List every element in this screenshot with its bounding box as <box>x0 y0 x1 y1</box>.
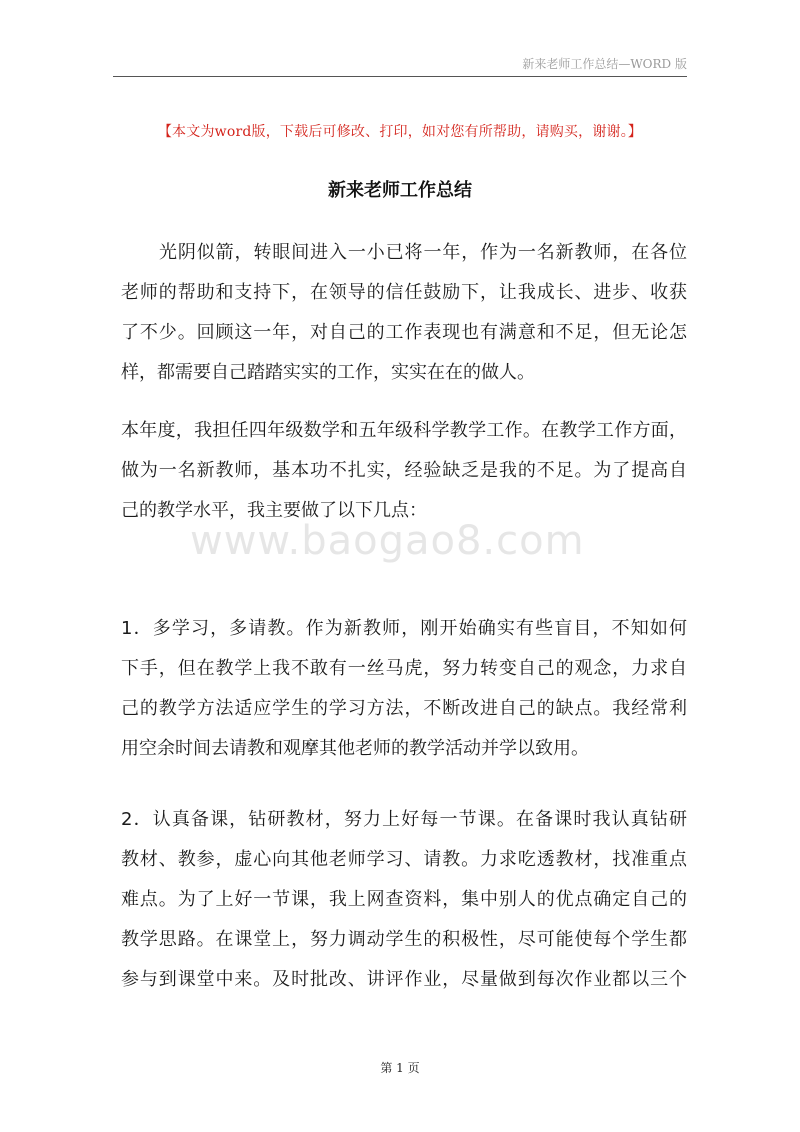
download-notice: 【本文为word版，下载后可修改、打印，如对您有所帮助，请购买，谢谢。】 <box>157 124 643 140</box>
paragraph-line: 教学思路。在课堂上，努力调动学生的积极性，尽可能使每个学生都 <box>121 929 687 950</box>
paragraph-line: 老师的帮助和支持下，在领导的信任鼓励下，让我成长、进步、收获 <box>121 282 687 303</box>
paragraph-line: 难点。为了上好一节课，我上网查资料，集中别人的优点确定自己的 <box>121 889 687 910</box>
paragraph-line: 1．多学习，多请教。作为新教师，刚开始确实有些盲目，不知如何 <box>121 618 687 639</box>
page-number: 第 1 页 <box>380 1061 420 1075</box>
paragraph-line: 2．认真备课，钻研教材，努力上好每一节课。在备课时我认真钻研 <box>121 809 687 830</box>
paragraph-point-1 <box>121 609 687 769</box>
watermark-text: www.baogao8.com <box>190 518 585 564</box>
running-header: 新来老师工作总结—WORD 版 <box>522 57 687 71</box>
paragraph-line: 本年度，我担任四年级数学和五年级科学教学工作。在教学工作方面， <box>121 420 687 441</box>
paragraph-line: 己的教学方法适应学生的学习方法，不断改进自己的缺点。我经常利 <box>121 698 687 719</box>
paragraph-line: 了不少。回顾这一年，对自己的工作表现也有满意和不足，但无论怎 <box>121 322 687 343</box>
paragraph-line: 参与到课堂中来。及时批改、讲评作业，尽量做到每次作业都以三个 <box>121 969 687 990</box>
document-title: 新来老师工作总结 <box>328 180 472 201</box>
paragraph-line: 己的教学水平，我主要做了以下几点： <box>121 500 427 521</box>
paragraph-teaching-duties <box>121 411 687 531</box>
paragraph-line: 光阴似箭，转眼间进入一小已将一年，作为一名新教师，在各位 <box>159 242 687 263</box>
paragraph-line: 用空余时间去请教和观摩其他老师的教学活动并学以致用。 <box>121 738 589 759</box>
header-divider <box>113 76 687 77</box>
paragraph-line: 样，都需要自己踏踏实实的工作，实实在在的做人。 <box>121 362 535 383</box>
paragraph-line: 做为一名新教师，基本功不扎实，经验缺乏是我的不足。为了提高自 <box>121 460 687 481</box>
paragraph-intro <box>121 233 687 393</box>
paragraph-point-2 <box>121 800 687 1000</box>
paragraph-line: 下手，但在教学上我不敢有一丝马虎，努力转变自己的观念，力求自 <box>121 658 687 679</box>
paragraph-line: 教材、教参，虚心向其他老师学习、请教。力求吃透教材，找准重点 <box>121 849 687 870</box>
